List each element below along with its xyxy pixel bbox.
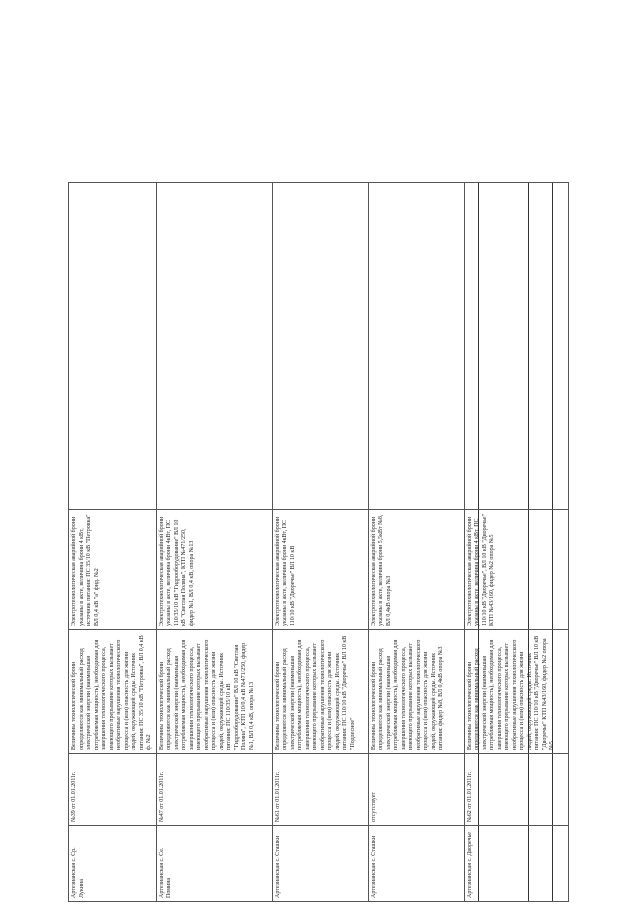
- table-row: [368, 183, 464, 902]
- cell-notes: Электротехнологическая аварийной брони указаны в акте, величина брони 4 кВт, ПС 110/10 кВ "Дворечье", ВЛ 10 кВ "Дворечье" КТП №43/160, фидер №2 опора №5: [464, 510, 568, 630]
- cell-empty: [69, 183, 157, 510]
- table-row: [272, 183, 368, 902]
- cell-number: №62 от 01.01.2011г.: [464, 754, 568, 826]
- cell-conditions: Величины технологической брони определяются как минимальный расход электрической энергии (наименьшая потребляемая мощность), необходимая для завершения технологического процесса, имеющего прерывание которых вызывает необратимые нарушения технологического процесса и (или) опасность для жизни людей, окружающей среды. Источник питания: фидер №8, ВЛ 0,4кВ опора №3: [368, 630, 464, 754]
- cell-conditions: Величины технологической брони определяются как минимальный расход электрической энергии (наименьшая потребляемая мощность), необходимая для завершения технологического процесса, имеющего прерывание которых вызывает необратимые нарушения технологического процесса и (или) опасность для жизни людей, окружающей среды. Источник питания: ПС 110/10 кВ "Дворечье" ВЛ 10 кВ "Подлесное": [272, 630, 368, 754]
- cell-number: отсутствует: [368, 754, 464, 826]
- cell-notes: Электротехнологическая аварийной брони указаны в акте, величина брони 4кВт, ПС 110/10 кВ "Дворечье" ВЛ 10 кВ: [272, 510, 368, 630]
- cell-name: Артезианская с. Се. Помина: [156, 826, 272, 902]
- cell-empty: [272, 183, 368, 510]
- rotated-table-sheet: [68, 182, 564, 902]
- cell-empty: [368, 183, 464, 510]
- cell-name: Артезианская с. Сташки: [368, 826, 464, 902]
- cell-name: Артезианская с. Сташки: [272, 826, 368, 902]
- cell-notes: Электротехнологическая аварийной брони указаны в акте, величина брони 4 кВт, источник питания: ПС 35/10 кВ "Петровка" ВЛ 0,4 кВ "а" фид. №2: [69, 510, 157, 630]
- backup-power-table: [68, 182, 569, 902]
- cell-number: №47 от 01.01.2011г.: [156, 754, 272, 826]
- cell-name: Артезианская с. Дворечье: [464, 826, 568, 902]
- cell-empty: [156, 183, 272, 510]
- cell-number: №39 от 01.01.2011г.: [69, 754, 157, 826]
- cell-notes: Электротехнологическая аварийной брони указаны в акте, величина брони 4кВт, ПС 110/35/10 кВ "Гидрооборудование" ВЛ 10 кВ "Светлая Поляна", КТП №471/250, фидер №1, ВЛ 0,4 кВ, опора №13: [156, 510, 272, 630]
- table-row: [69, 183, 157, 902]
- cell-conditions: Величины технологической брони определяются как минимальный расход электрической энергии (наименьшая потребляемая мощность), необходимая для завершения технологического процесса, имеющего прерывание которых вызывает необратимые нарушения технологического процесса и (или) опасность для жизни людей, окружающей среды. Источник питания: ПС 110/35/10 кВ "Гидрооборудование" ВЛ 10 кВ "Светлая Поляна", КТП 10/0,4 кВ №471/250, фидер №1, ВЛ 0,4 кВ, опора №13: [156, 630, 272, 754]
- table-row: [156, 183, 272, 902]
- table-row: [464, 183, 568, 902]
- cell-empty: [464, 183, 568, 510]
- cell-number: №61 от 01.01.2011г.: [272, 754, 368, 826]
- cell-conditions: Величины технологической брони определяются как минимальный расход электрической энергии (наименьшая потребляемая мощность), необходимая для завершения технологического процесса, имеющего прерывание которых вызывает необратимые нарушения технологического процесса и (или) опасность для жизни людей, окружающей среды. Источник питания: ПС 110/10 кВ "Дворечье" ВЛ 10 кВ "Дворечье" КТП №43/160, фидер №2 опора №5: [464, 630, 568, 754]
- cell-conditions: Величины технологической брони определяются как минимальный расход электрической энергии (наименьшая потребляемая мощность), необходимая для завершения технологического процесса, имеющего прерывание которых вызывает необратимые нарушения технологического процесса и (или) опасность для жизни людей, окружающей среды. Источник питания: ПС 35/10 кВ "Петровка", ВЛ 0,4 кВ ф. №2: [69, 630, 157, 754]
- cell-notes: Электротехнологическая аварийной брони указаны в акте, величина брони 5,5кВт №8, ВЛ 0,4кВ опора №3: [368, 510, 464, 630]
- cell-name: Артезианская с. Ср. Лукина: [69, 826, 157, 902]
